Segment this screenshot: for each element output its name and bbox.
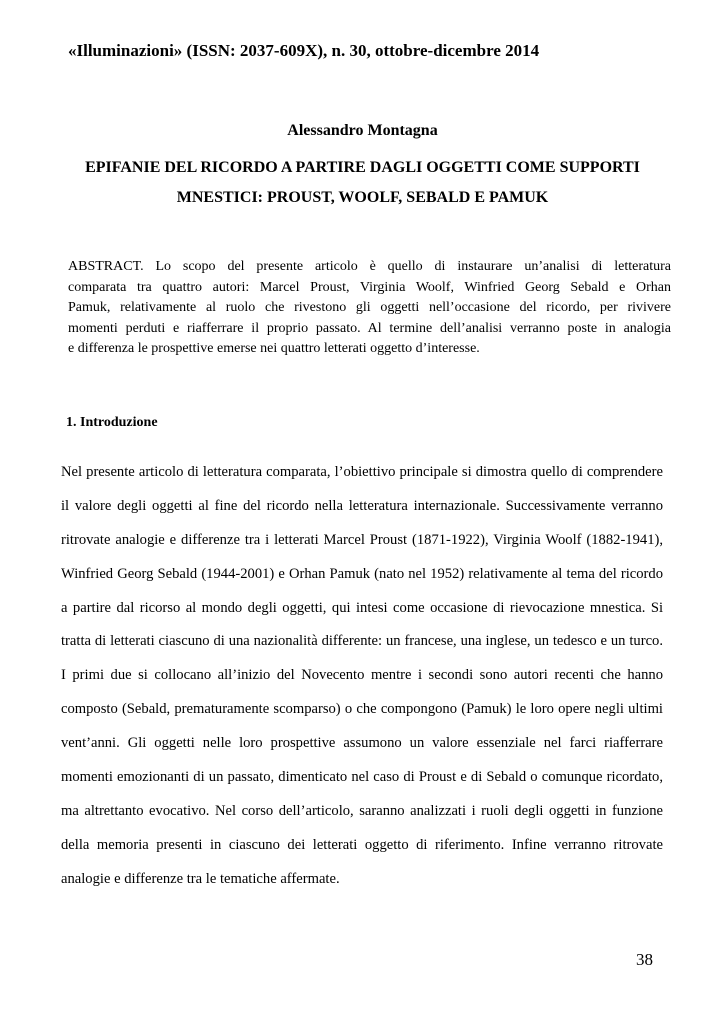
body-line: tratta di letterati ciascuno di una nazionalità differente: un francese, una inglese, un tedesco e un turco.: [61, 633, 663, 650]
body-paragraph: [61, 456, 663, 897]
abstract-line: e differenza le prospettive emerse nei quattro letterati oggetto d’interesse.: [68, 341, 480, 357]
body-line: analogie e differenze tra le tematiche affermate.: [61, 870, 340, 887]
body-line: Winfried Georg Sebald (1944-2001) e Orhan Pamuk (nato nel 1952) relativamente al tema del ricordo: [61, 565, 663, 582]
abstract-line: Pamuk, relativamente al ruolo che rivestono gli oggetti nell’occasione del ricordo, per rivivere: [68, 300, 671, 316]
body-line: a partire dal ricorso al mondo degli oggetti, qui intesi come occasione di rievocazione mnestica. Si: [61, 599, 663, 616]
abstract-line: comparata tra quattro autori: Marcel Proust, Virginia Woolf, Winfried Georg Sebald e Orhan: [68, 279, 671, 295]
body-line: vent’anni. Gli oggetti nelle loro prospettive assumono un valore essenziale nel farci riafferrare: [61, 735, 663, 752]
article-author: Alessandro Montagna: [287, 122, 438, 139]
section-heading: 1. Introduzione: [66, 415, 158, 430]
journal-header: «Illuminazioni» (ISSN: 2037-609X), n. 30, ottobre-dicembre 2014: [68, 41, 540, 60]
body-line: ritrovate analogie e differenze tra i letterati Marcel Proust (1871-1922), Virginia Woolf (1882-1941),: [61, 531, 663, 548]
page-number: 38: [636, 950, 653, 969]
body-line: momenti emozionanti di un passato, dimenticato nel caso di Proust e di Sebald o comunque ricordato,: [61, 769, 663, 786]
abstract-line: ABSTRACT. Lo scopo del presente articolo è quello di instaurare un’analisi di letteratura: [68, 259, 671, 274]
body-line: il valore degli oggetti al fine del ricordo nella letteratura internazionale. Successivamente verranno: [61, 497, 663, 514]
abstract-line: momenti perduti e riafferrare il proprio passato. Al termine dell’analisi verranno poste in analogia: [68, 320, 671, 336]
body-line: I primi due si collocano all’inizio del Novecento mentre i secondi sono autori recenti che hanno: [61, 667, 663, 684]
abstract: [68, 257, 671, 360]
article-title-line: EPIFANIE DEL RICORDO A PARTIRE DAGLI OGGETTI COME SUPPORTI: [85, 159, 640, 176]
body-line: Nel presente articolo di letteratura comparata, l’obiettivo principale si dimostra quello di comprendere: [61, 464, 663, 480]
body-line: composto (Sebald, prematuramente scomparso) o che compongono (Pamuk) le loro opere negli ultimi: [61, 701, 663, 718]
body-line: ma altrettanto evocativo. Nel corso dell’articolo, saranno analizzati i ruoli degli oggetti in funzione: [61, 802, 663, 819]
body-line: della memoria presenti in ciascuno dei letterati oggetto di riferimento. Infine verranno ritrovate: [61, 836, 663, 853]
article-title-line: MNESTICI: PROUST, WOOLF, SEBALD E PAMUK: [176, 189, 549, 206]
